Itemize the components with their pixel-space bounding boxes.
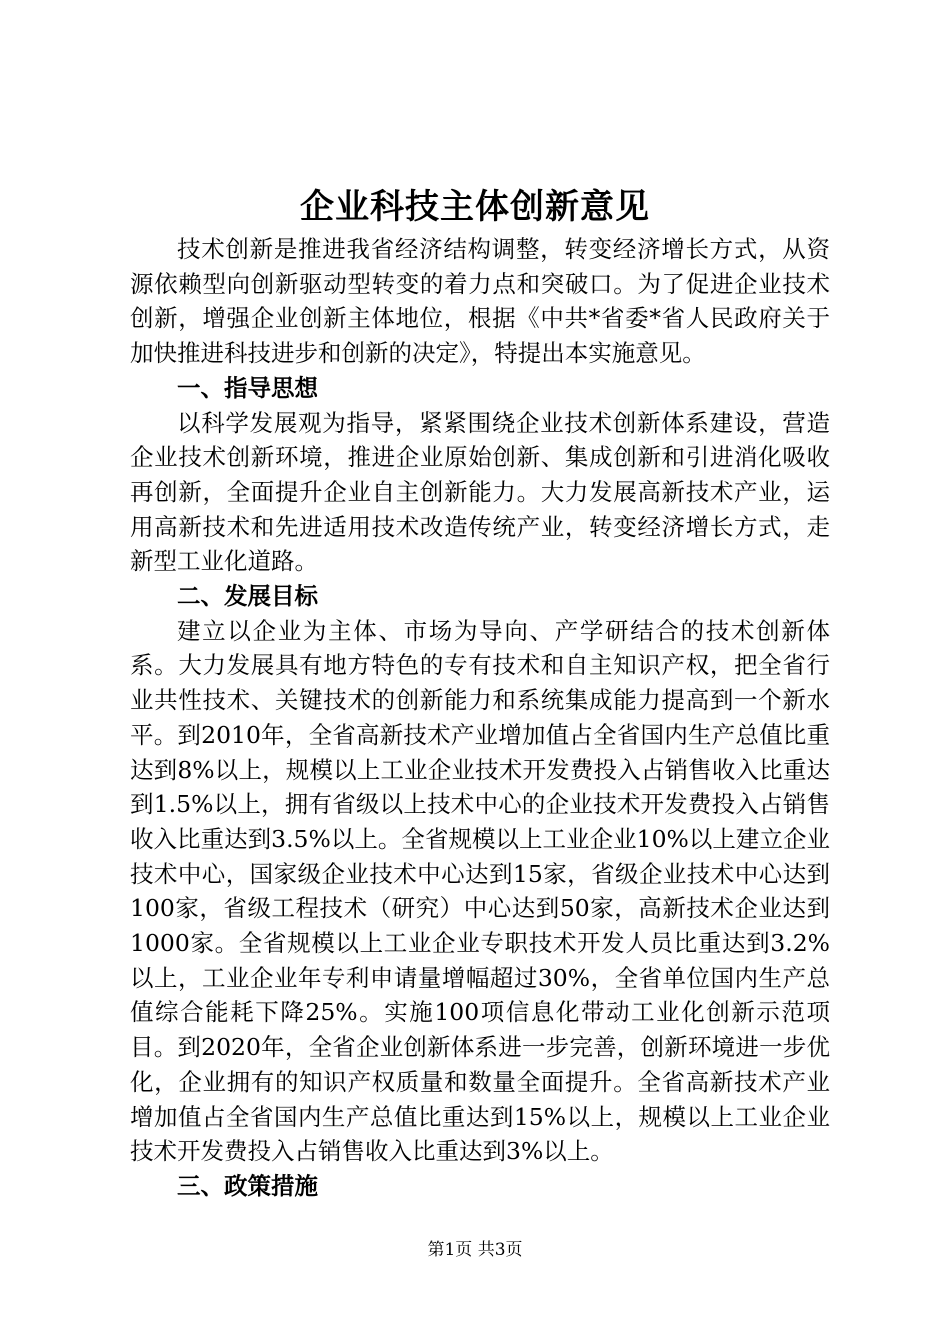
section-paragraph-guiding-ideology: 以科学发展观为指导，紧紧围绕企业技术创新体系建设，营造企业技术创新环境，推进企业原始创新、集成创新和引进消化吸收再创新，全面提升企业自主创新能力。大力发展高新技术产业，运用高新技术和先进适用技术改造传统产业，转变经济增长方式，走新型工业化道路。 [130,408,830,576]
section-heading-policy-measures: 三、政策措施 [177,1171,318,1200]
section-heading-development-goals: 二、发展目标 [177,582,318,611]
intro-paragraph: 技术创新是推进我省经济结构调整，转变经济增长方式，从资源依赖型向创新驱动型转变的着力点和突破口。为了促进企业技术创新，增强企业创新主体地位，根据《中共*省委*省人民政府关于加快推进科技进步和创新的决定》，特提出本实施意见。 [130,235,830,368]
document-title: 企业科技主体创新意见 [300,187,650,227]
page-footer: 第1页 共3页 [427,1240,523,1260]
section-heading-guiding-ideology: 一、指导思想 [177,373,318,402]
section-paragraph-development-goals: 建立以企业为主体、市场为导向、产学研结合的技术创新体系。大力发展具有地方特色的专有技术和自主知识产权，把全省行业共性技术、关键技术的创新能力和系统集成能力提高到一个新水平。到2010年，全省高新技术产业增加值占全省国内生产总值比重达到8%以上，规模以上工业企业技术开发费投入占销售收入比重达到1.5%以上，拥有省级以上技术中心的企业技术开发费投入占销售收入比重达到3.5%以上。全省规模以上工业企业10%以上建立企业技术中心，国家级企业技术中心达到15家，省级企业技术中心达到100家，省级工程技术（研究）中心达到50家，高新技术企业达到1000家。全省规模以上工业企业专职技术开发人员比重达到3.2%以上，工业企业年专利申请量增幅超过30%，全省单位国内生产总值综合能耗下降25%。实施100项信息化带动工业化创新示范项目。到2020年，全省企业创新体系进一步完善，创新环境进一步优化，企业拥有的知识产权质量和数量全面提升。全省高新技术产业增加值占全省国内生产总值比重达到15%以上，规模以上工业企业技术开发费投入占销售收入比重达到3%以上。 [130,616,830,1166]
document-body [130,232,830,1204]
